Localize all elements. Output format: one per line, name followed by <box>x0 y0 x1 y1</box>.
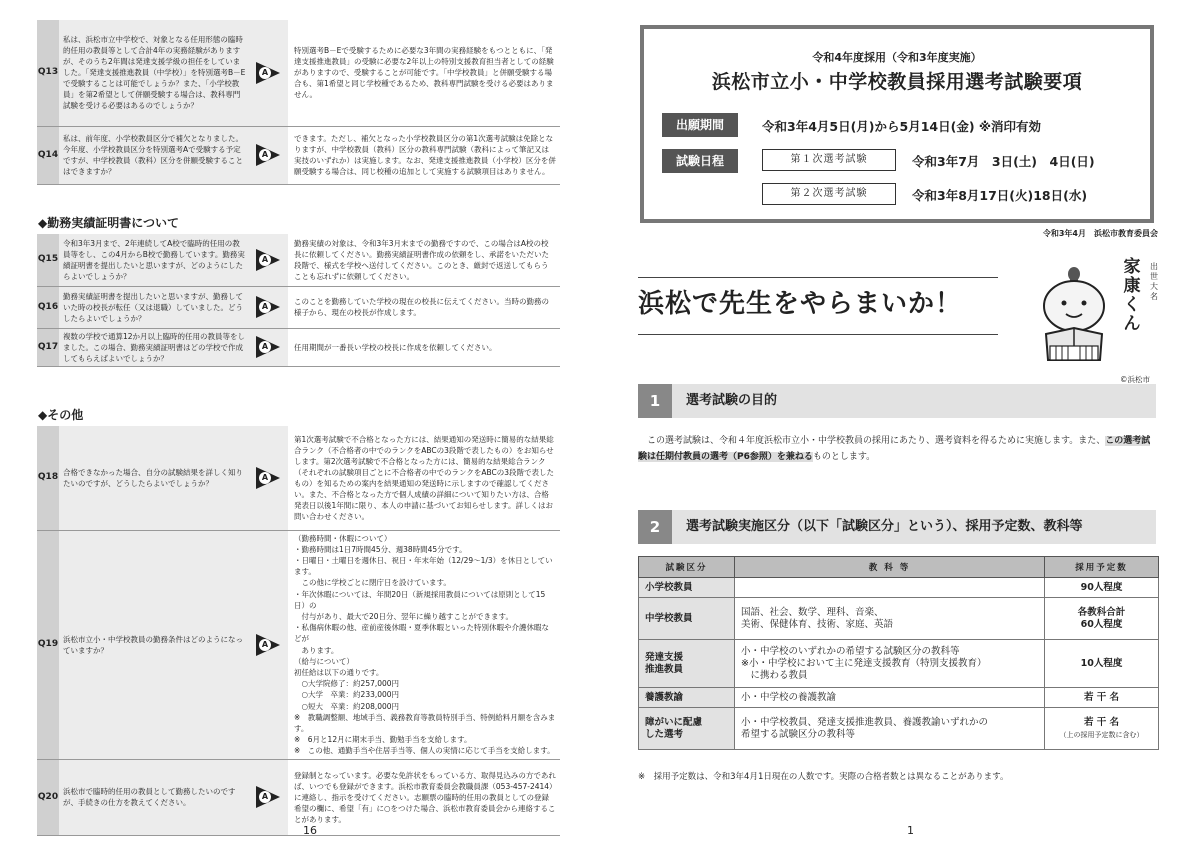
section-1-title: 選考試験の目的 <box>686 393 778 408</box>
header-count: 採用予定数 <box>1045 557 1159 578</box>
header-subtitle: 令和4年度採用（令和3年度実施） <box>812 51 982 64</box>
qa-row <box>37 126 560 184</box>
answer-letter-icon: A <box>259 254 271 266</box>
slogan-line-bottom <box>638 334 998 335</box>
category-cell: 障がいに配慮 した選考 <box>639 708 735 750</box>
answer-line: ※ この他、通勤手当や住居手当等、個人の実情に応じて手当を支給します。 <box>294 746 555 756</box>
answer-text: できます。ただし、補欠となった小学校教員区分の第1次選考試験は免除となりますが、中学校教員（教科）区分の教科専門試験（教科によって筆記又は実技のいずれか）は実施します。なお、発達支援推進教員（小学校）区分を併願受験する場合は、同じ校種の追加として実施する試験項目はありません。 <box>288 126 560 184</box>
answer-text: 特別選考B－Eで受験するために必要な3年間の実務経験をもつとともに、「発達支援推進教員」の受験に必要な2年以上の特別支援教育担当者としての経験がありますので、受験することが可能です。「中学校教員」と併願受験する場合も、第1希望と同じ学校種であるため、教科専門試験を受ける必要はありません。 <box>288 20 560 126</box>
mascot-ieyasu-icon <box>1030 258 1120 368</box>
question-text: 浜松市で臨時的任用の教員として勤務したいのですが、手続きの仕方を教えてください。 <box>59 759 250 835</box>
question-number: Q14 <box>37 126 59 184</box>
answer-arrow <box>250 126 288 184</box>
question-number: Q18 <box>37 426 59 530</box>
answer-arrow <box>250 234 288 286</box>
subjects-cell <box>735 578 1045 598</box>
qa-table-work-record <box>37 234 560 367</box>
answer-letter-icon: A <box>259 301 271 313</box>
question-text: 私は、前年度、小学校教員区分で補欠となりました。今年度、小学校教員区分を特別選考Aで受験する予定ですが、中学校教員（教科）区分を併願受験することはできますか？ <box>59 126 250 184</box>
answer-text: 任用期間が一番長い学校の校長に作成を依頼してください。 <box>288 328 560 366</box>
section-2-number: 2 <box>638 510 672 544</box>
question-text: 複数の学校で通算12か月以上臨時的任用の教員等をしました。この場合、勤務実績証明書はどの学校で作成してもらえばよいでしょうか？ <box>59 328 250 366</box>
answer-line: ・私傷病休暇の他、産前産後休暇・夏季休暇といった特別休暇や介護休暇などが <box>294 623 549 644</box>
answer-letter-icon: A <box>259 149 271 161</box>
table-row <box>639 640 1159 688</box>
page-number-right: 1 <box>907 824 914 837</box>
question-text: 浜松市立小・中学校教員の勤務条件はどのようになっていますか？ <box>59 530 250 759</box>
application-period-value: 令和3年4月5日(月)から5月14日(金) ※消印有効 <box>762 119 1042 134</box>
answer-arrow <box>250 328 288 366</box>
answer-text: 第1次選考試験で不合格となった方には、結果通知の発送時に簡易的な結果総合ランク（不合格者の中でのランクをABCの3段階で表したもの）をお知らせします。第2次選考試験で不合格となった方には、簡易的な結果総合ランク（それぞれの試験項目ごとに不合格者の中でのランクをABCの3段階で表したもの）を知るための案内を結果通知の発送時に示しますので確認してください。また、不合格となった方で個人成績の詳細について知りたい方は、合格発表日以後1年間に限り、本人の申請に基づいてお知らせします。詳しくはお問い合わせください。 <box>288 426 560 530</box>
right-page <box>600 0 1200 849</box>
section-1-bar <box>638 384 1156 418</box>
qa-row <box>37 20 560 126</box>
answer-line: 初任給は以下の通りです。 <box>294 667 384 677</box>
footnote: ※ 採用予定数は、令和3年4月1日現在の人数です。実際の合格者数とは異なることがあります。 <box>638 772 1009 782</box>
section-2-bar <box>638 510 1156 544</box>
answer-line: （給与について） <box>294 656 354 666</box>
application-period-label: 出願期間 <box>662 113 738 137</box>
answer-letter-icon: A <box>259 67 271 79</box>
count-cell: 若 干 名 <box>1045 688 1159 708</box>
qa-row <box>37 234 560 286</box>
count-note: （上の採用予定数に含む） <box>1059 730 1144 739</box>
question-number: Q15 <box>37 234 59 286</box>
answer-line: ※ 教職調整額、地域手当、義務教育等教員特別手当、特例給料月額を含みます。 <box>294 712 556 733</box>
answer-text: 登録制となっています。必要な免許状をもっている方、取得見込みの方であれば、いつでも登録ができます。浜松市教育委員会教職員課（053-457-2414）に連絡し、指示を受けてください。志願票の臨時的任用の教員としての登録希望の欄に、希望「有」に○をつけた場合、浜松市教育委員会から連絡することがあります。 <box>288 759 560 835</box>
answer-line: あります。 <box>294 645 339 655</box>
table-row <box>639 578 1159 598</box>
category-cell: 中学校教員 <box>639 598 735 640</box>
section-2-title: 選考試験実施区分（以下「試験区分」という）、採用予定数、教科等 <box>686 519 1083 534</box>
answer-line: （勤務時間・休暇について） <box>294 533 392 543</box>
answer-line: この他に学校ごとに閉庁日を設けています。 <box>294 578 451 588</box>
header-title: 浜松市立小・中学校教員採用選考試験要項 <box>711 71 1083 93</box>
qa-row <box>37 530 560 759</box>
answer-line: ○短大 卒業：約208,000円 <box>294 701 400 711</box>
count-cell: 若 干 名 （上の採用予定数に含む） <box>1045 708 1159 750</box>
first-exam-label: 第１次選考試験 <box>762 149 896 171</box>
section-1-text-after: ものとします。 <box>812 452 876 462</box>
table-header-row <box>639 557 1159 578</box>
table-row <box>639 688 1159 708</box>
section-heading-work-record: ◆勤務実績証明書について <box>38 216 179 230</box>
answer-line: ○大学 卒業：約233,000円 <box>294 690 400 700</box>
exam-schedule-label: 試験日程 <box>662 149 738 173</box>
category-cell: 養護教諭 <box>639 688 735 708</box>
answer-letter-icon: A <box>259 791 271 803</box>
slogan: 浜松で先生をやらまいか！ <box>638 289 963 319</box>
question-text: 勤務実績証明書を提出したいと思いますが、勤務していた時の校長が転任（又は退職）していました。どうしたらよいでしょうか？ <box>59 286 250 328</box>
section-1-text <box>638 433 1158 465</box>
question-number: Q16 <box>37 286 59 328</box>
question-text: 合格できなかった場合、自分の試験結果を詳しく知りたいのですが、どうしたらよいでしょうか？ <box>59 426 250 530</box>
question-text: 私は、浜松市立中学校で、対象となる任用形態の臨時的任用の教員等として合計4年の実務経験がありますが、そのうち2年間は発達支援学級の担任をしていました。「発達支援推進教員（中学校）」を特別選考B－Eで受験することは可能でしょうか？また、「小学校教員」を第2希望として併願受験する場合は、教科専門試験を受ける必要はあるのでしょうか？ <box>59 20 250 126</box>
answer-line: ・日曜日・土曜日を週休日、祝日・年末年始（12/29～1/3）を休日としています。 <box>294 555 553 577</box>
header-subjects: 教 科 等 <box>735 557 1045 578</box>
count-cell: 90人程度 <box>1045 578 1159 598</box>
header-box <box>640 25 1154 223</box>
section-1-text-before: この選考試験は、令和４年度浜松市立小・中学校教員の採用にあたり、選考資料を得るために実施します。また、 <box>638 436 1106 446</box>
answer-arrow <box>250 20 288 126</box>
subjects-cell: 小・中学校の養護教諭 <box>735 688 1045 708</box>
answer-letter-icon: A <box>259 341 271 353</box>
count-cell: 各教科合計 60人程度 <box>1045 598 1159 640</box>
answer-letter-icon: A <box>259 639 271 651</box>
answer-letter-icon: A <box>259 472 271 484</box>
table-row <box>639 598 1159 640</box>
qa-row <box>37 286 560 328</box>
qa-table-other <box>37 426 560 836</box>
qa-row <box>37 426 560 530</box>
answer-arrow <box>250 530 288 759</box>
answer-line: ・年次休暇については、年間20日（新規採用教員については原則として15日）の <box>294 589 546 610</box>
subjects-cell: 国語、社会、数学、理科、音楽、 美術、保健体育、技術、家庭、英語 <box>735 598 1045 640</box>
section-heading-other: ◆その他 <box>38 408 84 422</box>
section-1-number: 1 <box>638 384 672 418</box>
slogan-line-top <box>638 277 998 278</box>
subjects-cell: 小・中学校教員、発達支援推進教員、養護教諭いずれかの 希望する試験区分の教科等 <box>735 708 1045 750</box>
question-text: 令和3年3月まで、2年連続してA校で臨時的任用の教員等をし、この4月からB校で勤務しています。勤務実績証明書を提出したいと思いますが、どのようにしたらよいでしょうか？ <box>59 234 250 286</box>
answer-arrow <box>250 286 288 328</box>
answer-line: 付与があり、最大で20日分、翌年に繰り越すことができます。 <box>294 611 513 621</box>
answer-text <box>288 530 560 759</box>
mascot-title: 出世大名 <box>1150 262 1158 301</box>
category-cell: 発達支援 推進教員 <box>639 640 735 688</box>
table-row <box>639 708 1159 750</box>
answer-arrow <box>250 426 288 530</box>
first-exam-date: 令和3年7月 3日(土) 4日(日) <box>912 154 1095 169</box>
mascot-name: 家康くん <box>1123 257 1141 334</box>
exam-category-table <box>638 556 1159 750</box>
question-number: Q13 <box>37 20 59 126</box>
count-cell: 10人程度 <box>1045 640 1159 688</box>
question-number: Q19 <box>37 530 59 759</box>
mascot-credit: ©浜松市 <box>1120 375 1150 384</box>
answer-text: 勤務実績の対象は、令和3年3月末までの勤務ですので、この場合はA校の校長に依頼してください。勤務実績証明書作成の依頼をし、承諾をいただいた段階で、様式を学校へ送付してください。このとき、厳封で返送してもらうことも忘れずに依頼してください。 <box>288 234 560 286</box>
subjects-cell: 小・中学校のいずれかの希望する試験区分の教科等 ※小・中学校において主に発達支援教育（特別支援教育） に携わる教員 <box>735 640 1045 688</box>
header-category: 試験区分 <box>639 557 735 578</box>
qa-row <box>37 759 560 835</box>
page-number-left: 16 <box>303 824 317 837</box>
answer-line: ・勤務時間は1日7時間45分、週38時間45分です。 <box>294 544 467 554</box>
second-exam-date: 令和3年8月17日(火)18日(水) <box>912 188 1088 203</box>
section-1-text-highlight: この選考試験は任期付教員の選考（P6参照）を兼ねる <box>638 436 1151 462</box>
second-exam-label: 第２次選考試験 <box>762 183 896 205</box>
issuer: 令和3年4月 浜松市教育委員会 <box>1042 229 1158 238</box>
answer-text: このことを勤務していた学校の現在の校長に伝えてください。当時の勤務の様子から、現在の校長が作成します。 <box>288 286 560 328</box>
answer-line: ※ 6月と12月に期末手当、勤勉手当を支給します。 <box>294 735 472 745</box>
answer-arrow <box>250 759 288 835</box>
answer-line: ○大学院修了：約257,000円 <box>294 679 400 689</box>
qa-table-exam <box>37 20 560 185</box>
category-cell: 小学校教員 <box>639 578 735 598</box>
qa-row <box>37 328 560 366</box>
question-number: Q17 <box>37 328 59 366</box>
question-number: Q20 <box>37 759 59 835</box>
